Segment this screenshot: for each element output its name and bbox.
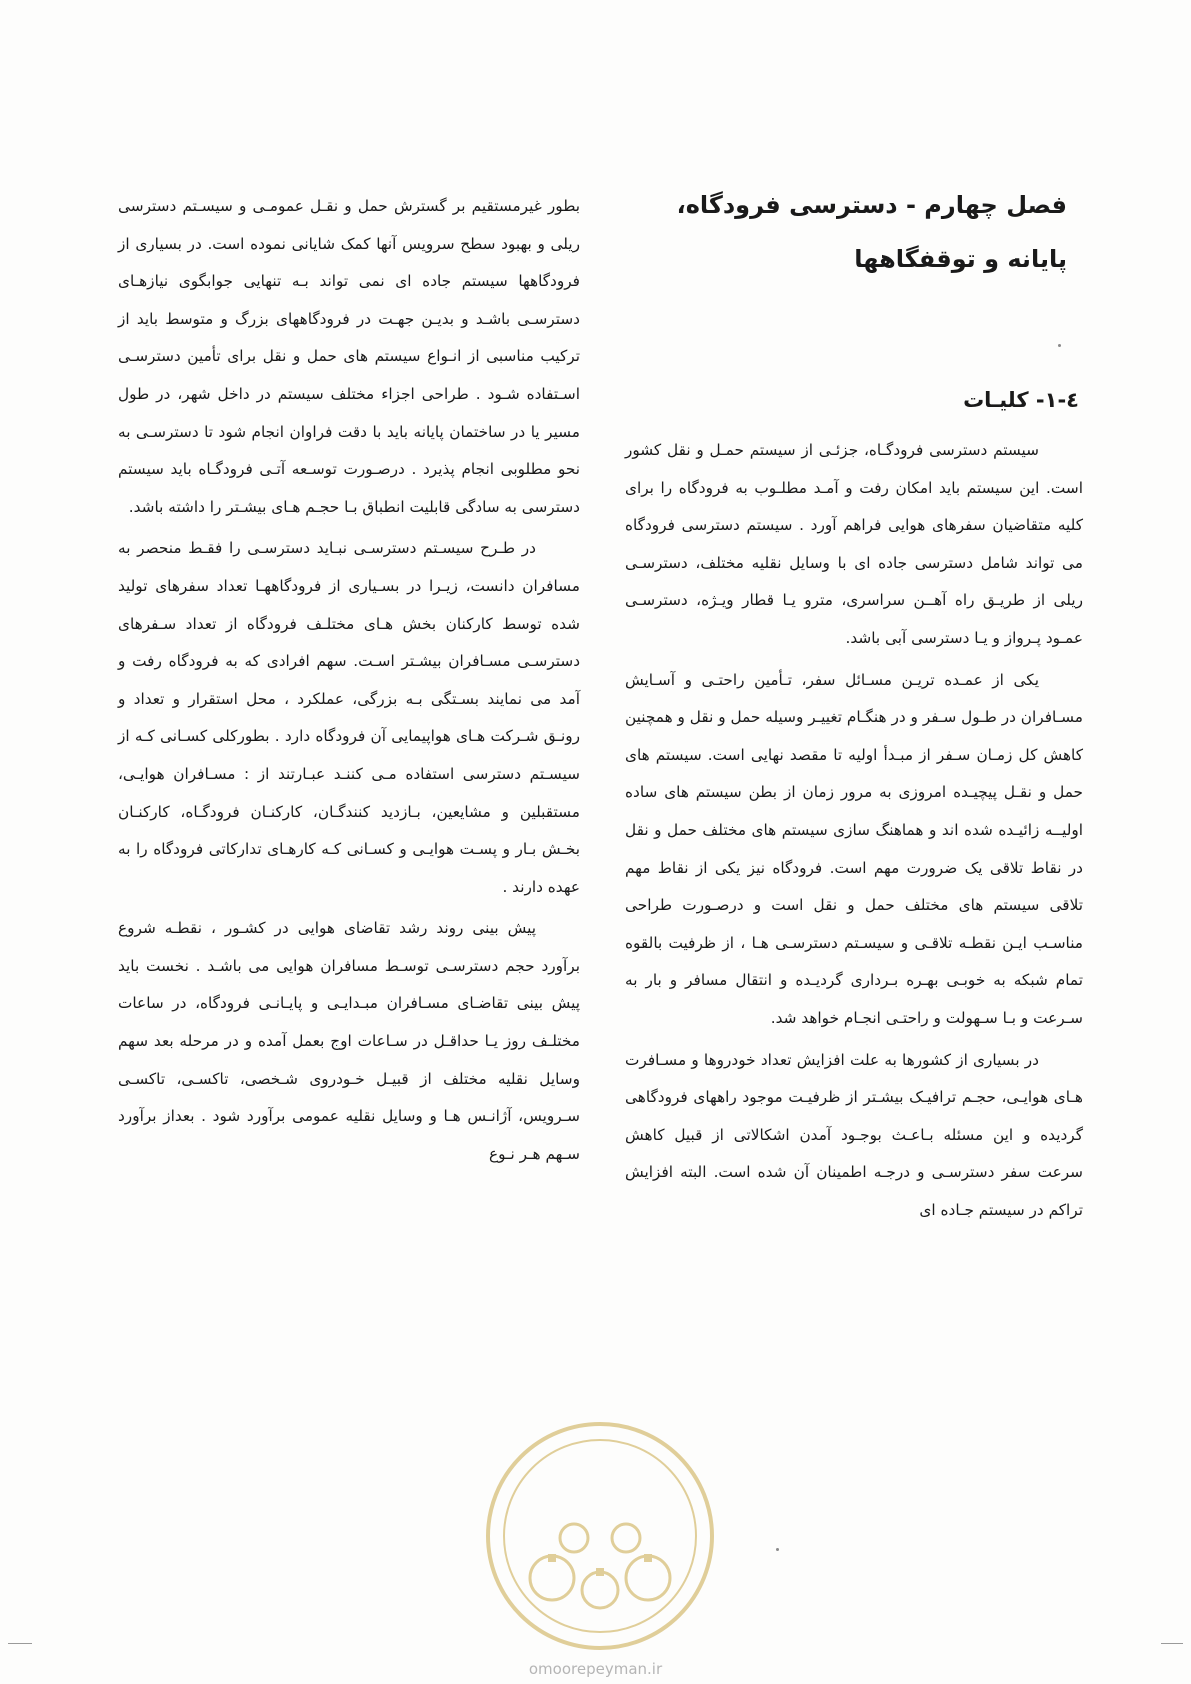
watermark-seal-icon [482, 1418, 718, 1654]
page-edge-mark-left [8, 1643, 32, 1644]
right-paragraph-2: یکی از عمـده تریـن مسـائل سفر، تـأمین راحتـی و آسـایش مسـافران در طـول سـفر و در هنگـام تغییـر وسیله حمل و نقل و همچنین کاهش کل زمـان سـفر از مبـدأ اولیه تا مقصد نهایی است. سیستم های حمل و نقـل پیچیـده امروزی به مرور زمان از بطن سیستم های ساده اولیــه زائیـده شده اند و هماهنگ سازی سیستم های مختلف حمل و نقل در نقاط تلاقی یک ضرورت مهم است. فرودگاه نیز یکی از نقاط مهم تلاقی سیستم های مختلف حمل و نقل است و درصـورت طراحی مناسـب ایـن نقطـه تلاقـی و سیسـتم دسترسـی هـا ، از ظرفیت بالقوه تمام شبکه به خوبـی بهـره بـرداری گردیـده و انتقال مسافر و بار به سـرعت و بـا سـهولت و راحتـی انجـام خواهد شد. [625, 670, 1083, 1027]
footer-site-text: omoorepeyman.ir [528, 1660, 663, 1678]
chapter-title: فصل چهارم - دسترسی فرودگاه، پایانه و توقفگاهها [676, 191, 1067, 273]
right-column [625, 178, 1083, 1233]
scan-speck [1058, 344, 1061, 347]
footer-site-url [0, 1660, 1191, 1678]
left-column [118, 188, 580, 1177]
page-edge-mark-right [1161, 1643, 1183, 1644]
right-paragraph-3: در بسیاری از کشورها به علت افزایش تعداد خودروها و مسـافرت هـای هوایـی، حجـم ترافیـک بیشـتر از ظرفیـت موجود راههای فرودگاهی گردیده و این مسئله بـاعـث بوجـود آمدن اشکالاتی از قبیل کاهش سرعت سفر دسترسـی و درجـه اطمینان آن شده است. البته افزایش تراکم در سیستم جـاده ای [625, 1050, 1083, 1219]
right-paragraph-1: سیستم دسترسی فرودگـاه، جزئـی از سیستم حمـل و نقل کشور است. این سیستم باید امکان رفت و آمـد مطلـوب به فرودگاه را برای کلیه متقاضیان سفرهای هوایی فراهم آورد . سیستم دسترسی فرودگاه می تواند شامل دسترسی جاده ای با وسایل نقلیه مختلف، دسترسـی ریلی از طریـق راه آهــن سراسری، مترو یـا قطار ویـژه، دسترسـی عمـود پـرواز و یـا دسترسی آبی باشد. [625, 441, 1083, 647]
left-paragraph-1: بطور غیرمستقیم بر گسترش حمل و نقـل عمومـی و سیسـتم دسترسی ریلی و بهبود سطح سرویس آنها کمک شایانی نموده است. در بسیاری از فرودگاهها سیستم جاده ای نمی تواند بـه تنهایی جوابگوی نیازهـای دسترسـی باشـد و بدیـن جهـت در فرودگاههای بزرگ و متوسط باید از ترکیب مناسبی از انـواع سیستم های حمل و نقل برای تأمین دسترسـی اسـتفاده شـود . طراحی اجزاء مختلف سیستم در داخل شهر، در طول مسیر یا در ساختمان پایانه باید با دقت فراوان انجام شود تا دسترسـی به نحو مطلوبی انجام پذیرد . درصـورت توسـعه آتـی فرودگـاه باید سیستم دسترسی به سادگی قابلیت انطباق بـا حجـم هـای بیشـتر را داشته باشد. [118, 197, 580, 516]
section-heading: ٤-١- کلیـات [963, 388, 1079, 412]
left-paragraph-3: پیش بینی روند رشد تقاضای هوایی در کشـور ، نقطـه شروع برآورد حجم دسترسـی توسـط مسافران هوایی می باشـد . نخست باید پیش بینی تقاضـای مسـافران مبـدایـی و پایـانـی فرودگاه، در ساعات مختلـف روز یـا حداقـل در سـاعات اوج بعمل آمده و در مرحله بعد سهم وسایل نقلیه مختلف از قبیـل خـودروی شـخصی، تاکسـی، تاکسـی سـرویس، آژانـس هـا و وسایل نقلیه عمومی برآورد شود . بعداز برآورد سـهم هـر نـوع [118, 919, 580, 1163]
scan-speck [776, 1548, 779, 1551]
left-paragraph-2: در طـرح سیسـتم دسترسـی نبـاید دسترسـی را فقـط منحصر به مسافران دانست، زیـرا در بسـیاری از فرودگاههـا تعداد سفرهای تولید شده توسط کارکنان بخش هـای مختلـف فرودگاه از تعداد سـفرهای دسترسـی مسـافران بیشـتر اسـت. سهم افرادی که به فرودگاه رفت و آمد می نمایند بسـتگی بـه بزرگی، عملکرد ، محل استقرار و تعداد و رونـق شـرکت هـای هواپیمایی آن فرودگاه دارد . بطورکلی کسـانی کـه از سیسـتم دسترسی استفاده مـی کننـد عبـارتند از : مسـافران هوایـی، مستقبلین و مشایعین، بـازدید کنندگـان، کارکنـان فرودگـاه، کارکنـان بخـش بـار و پسـت هوایـی و کسـانی کـه کارهـای تدارکاتی فرودگاه را به عهده دارند . [118, 539, 580, 896]
